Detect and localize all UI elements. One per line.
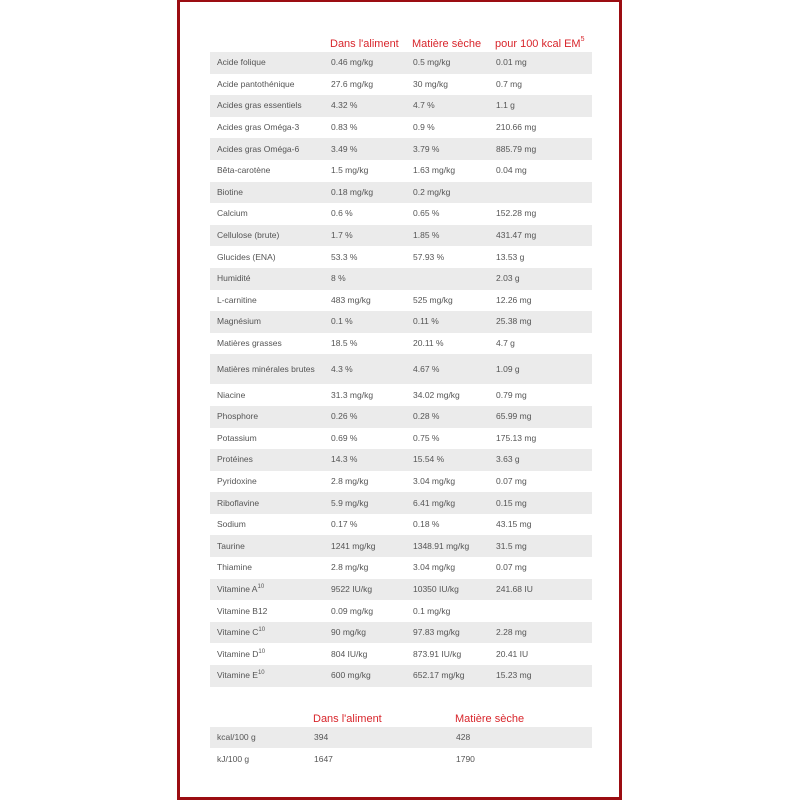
value-per-100-kcal	[489, 74, 592, 96]
value-food	[324, 535, 406, 557]
value-food-text: 0.83 %	[331, 122, 358, 133]
nutrient-name	[210, 246, 324, 268]
value-dry-matter	[406, 428, 489, 450]
value-per-100-kcal-text: 4.7 g	[496, 338, 515, 349]
value-dry-matter	[406, 535, 489, 557]
nutrient-name	[210, 182, 324, 204]
value-food	[324, 492, 406, 514]
value-dry-matter-text: 0.18 %	[413, 519, 440, 530]
nutrient-name-text: Glucides (ENA)	[217, 251, 276, 262]
nutrient-name-text: Taurine	[217, 540, 245, 551]
value-food	[324, 117, 406, 139]
value-per-100-kcal	[489, 384, 592, 406]
value-per-100-kcal	[489, 225, 592, 247]
nutrient-name	[210, 311, 324, 333]
value-dry-matter-text: 30 mg/kg	[413, 78, 448, 89]
value-dry-matter-text: 1.85 %	[413, 230, 440, 241]
value-food-text: 0.46 mg/kg	[331, 57, 374, 68]
value-dry-matter	[406, 471, 489, 493]
table-row	[210, 600, 592, 622]
value-food	[324, 449, 406, 471]
nutrient-name-text: Bêta-carotène	[217, 165, 271, 176]
value-dry-matter-text: 0.65 %	[413, 208, 440, 219]
value-dry-matter-text: 525 mg/kg	[413, 294, 453, 305]
value-per-100-kcal-text: 12.26 mg	[496, 294, 532, 305]
nutrient-name	[210, 643, 324, 665]
value-per-100-kcal	[489, 535, 592, 557]
value-dry-matter-text: 0.11 %	[413, 316, 439, 327]
value-per-100-kcal-text: 1.09 g	[496, 363, 520, 374]
footnote-marker: 10	[258, 627, 266, 634]
value-per-100-kcal	[489, 95, 592, 117]
value-food	[324, 182, 406, 204]
value-food-text: 0.18 mg/kg	[331, 186, 374, 197]
table-row	[210, 138, 592, 160]
nutrient-name	[210, 557, 324, 579]
table-row	[210, 52, 592, 74]
value-per-100-kcal-text: 0.01 mg	[496, 57, 527, 68]
table-row	[210, 95, 592, 117]
value-dry-matter	[406, 117, 489, 139]
value-dry-matter	[406, 333, 489, 355]
value-dry-matter	[406, 225, 489, 247]
energy-food	[307, 727, 449, 749]
value-dry-matter-text: 1.63 mg/kg	[413, 165, 456, 176]
value-food	[324, 665, 406, 687]
table-row	[210, 406, 592, 428]
value-per-100-kcal-text: 3.63 g	[496, 454, 520, 465]
value-dry-matter-text: 873.91 IU/kg	[413, 648, 462, 659]
value-per-100-kcal-text: 15.23 mg	[496, 670, 532, 681]
value-food	[324, 290, 406, 312]
energy-dry-matter	[449, 748, 592, 770]
value-per-100-kcal-text: 31.5 mg	[496, 540, 527, 551]
nutrient-name-text: Niacine	[217, 389, 246, 400]
nutrient-name-text: L-carnitine	[217, 294, 257, 305]
nutrient-table	[210, 30, 592, 687]
value-dry-matter-text: 20.11 %	[413, 338, 444, 349]
nutrient-name-text: Sodium	[217, 519, 246, 530]
value-dry-matter-text: 3.04 mg/kg	[413, 562, 456, 573]
value-dry-matter	[406, 665, 489, 687]
nutrient-name-text: Humidité	[217, 273, 251, 284]
footnote-marker: 10	[257, 583, 265, 590]
energy-header-food: Dans l'aliment	[313, 712, 382, 725]
value-per-100-kcal-text: 152.28 mg	[496, 208, 537, 219]
value-dry-matter-text: 0.75 %	[413, 432, 440, 443]
content-panel	[177, 0, 622, 800]
value-per-100-kcal-text: 175.13 mg	[496, 432, 537, 443]
value-per-100-kcal	[489, 471, 592, 493]
nutrient-name	[210, 384, 324, 406]
value-per-100-kcal	[489, 428, 592, 450]
value-food-text: 31.3 mg/kg	[331, 389, 374, 400]
table-row	[210, 727, 592, 749]
table-row	[210, 290, 592, 312]
value-food-text: 0.69 %	[331, 432, 358, 443]
nutrient-name	[210, 514, 324, 536]
value-per-100-kcal	[489, 557, 592, 579]
value-food-text: 1.7 %	[331, 230, 353, 241]
table-row	[210, 449, 592, 471]
nutrient-name	[210, 600, 324, 622]
energy-table-header	[210, 705, 592, 727]
value-per-100-kcal	[489, 333, 592, 355]
value-dry-matter	[406, 138, 489, 160]
value-dry-matter	[406, 492, 489, 514]
value-food-text: 5.9 mg/kg	[331, 497, 369, 508]
value-food-text: 0.26 %	[331, 411, 358, 422]
header-food: Dans l'aliment	[330, 38, 399, 50]
table-row	[210, 268, 592, 290]
nutrient-table-body	[210, 52, 592, 687]
nutrient-name	[210, 52, 324, 74]
nutrient-name	[210, 354, 324, 384]
value-dry-matter-text: 0.9 %	[413, 122, 435, 133]
nutrient-name-text: Acides gras Oméga-3	[217, 122, 300, 133]
nutrient-table-header	[210, 30, 592, 52]
table-row	[210, 354, 592, 384]
value-per-100-kcal-text: 431.47 mg	[496, 230, 537, 241]
value-per-100-kcal-text: 43.15 mg	[496, 519, 532, 530]
table-row	[210, 160, 592, 182]
value-food-text: 483 mg/kg	[331, 294, 371, 305]
energy-unit	[210, 727, 307, 749]
value-dry-matter	[406, 160, 489, 182]
value-food	[324, 203, 406, 225]
value-food-text: 0.1 %	[331, 316, 353, 327]
value-per-100-kcal	[489, 354, 592, 384]
nutrient-name	[210, 449, 324, 471]
header-spacer	[210, 30, 324, 52]
value-food	[324, 406, 406, 428]
value-per-100-kcal	[489, 643, 592, 665]
nutrient-name	[210, 333, 324, 355]
value-food-text: 90 mg/kg	[331, 627, 366, 638]
value-food	[324, 579, 406, 601]
energy-food	[307, 748, 449, 770]
value-per-100-kcal-text: 0.04 mg	[496, 165, 527, 176]
value-dry-matter-text: 3.79 %	[413, 143, 440, 154]
value-food-text: 1241 mg/kg	[331, 540, 376, 551]
value-food	[324, 225, 406, 247]
nutrient-name-text: Phosphore	[217, 411, 259, 422]
value-per-100-kcal-text: 25.38 mg	[496, 316, 532, 327]
table-row	[210, 514, 592, 536]
value-dry-matter-text: 57.93 %	[413, 251, 445, 262]
nutrient-name	[210, 622, 324, 644]
table-row	[210, 384, 592, 406]
value-per-100-kcal-text: 0.7 mg	[496, 78, 522, 89]
value-per-100-kcal-text: 65.99 mg	[496, 411, 532, 422]
value-per-100-kcal-text: 241.68 IU	[496, 583, 533, 594]
value-per-100-kcal-text: 210.66 mg	[496, 122, 537, 133]
nutrient-name-text: Vitamine D	[217, 648, 259, 659]
value-per-100-kcal	[489, 246, 592, 268]
table-row	[210, 74, 592, 96]
nutrient-name	[210, 492, 324, 514]
nutrient-name	[210, 203, 324, 225]
energy-unit-text: kcal/100 g	[217, 731, 256, 742]
nutrient-name-text: Matières minérales brutes	[217, 363, 315, 374]
nutrient-name-text: Protéines	[217, 454, 253, 465]
value-food	[324, 557, 406, 579]
footnote-marker: 10	[257, 670, 265, 677]
value-dry-matter	[406, 600, 489, 622]
value-food	[324, 514, 406, 536]
table-row	[210, 492, 592, 514]
value-per-100-kcal	[489, 268, 592, 290]
nutrient-name-text: Acides gras essentiels	[217, 100, 302, 111]
energy-unit	[210, 748, 307, 770]
value-per-100-kcal-text: 20.41 IU	[496, 648, 529, 659]
value-food	[324, 268, 406, 290]
energy-dry-matter	[449, 727, 592, 749]
value-food	[324, 52, 406, 74]
table-row	[210, 471, 592, 493]
value-dry-matter-text: 0.1 mg/kg	[413, 605, 451, 616]
value-dry-matter	[406, 290, 489, 312]
value-dry-matter-text: 6.41 mg/kg	[413, 497, 456, 508]
value-per-100-kcal	[489, 449, 592, 471]
value-dry-matter-text: 10350 IU/kg	[413, 583, 459, 594]
value-food-text: 0.6 %	[331, 208, 353, 219]
nutrient-name-text: Acide folique	[217, 57, 266, 68]
value-per-100-kcal	[489, 311, 592, 333]
header-dry-matter: Matière sèche	[412, 38, 482, 50]
energy-header-dry-matter: Matière sèche	[455, 712, 525, 725]
value-dry-matter-text: 4.7 %	[413, 100, 435, 111]
value-food	[324, 643, 406, 665]
value-dry-matter-text: 0.2 mg/kg	[413, 186, 451, 197]
nutrient-name	[210, 225, 324, 247]
value-dry-matter	[406, 406, 489, 428]
energy-food-text: 1647	[314, 753, 333, 764]
value-food	[324, 471, 406, 493]
energy-header-spacer	[210, 705, 307, 727]
energy-dry-matter-text: 1790	[456, 753, 475, 764]
table-row	[210, 117, 592, 139]
value-dry-matter	[406, 52, 489, 74]
nutrient-name	[210, 117, 324, 139]
nutrient-name-text: Acide pantothénique	[217, 78, 295, 89]
value-dry-matter-text: 15.54 %	[413, 454, 445, 465]
value-per-100-kcal-text: 0.79 mg	[496, 389, 527, 400]
table-row	[210, 428, 592, 450]
value-dry-matter	[406, 311, 489, 333]
value-dry-matter-text: 3.04 mg/kg	[413, 475, 456, 486]
value-food	[324, 600, 406, 622]
value-per-100-kcal	[489, 665, 592, 687]
value-dry-matter	[406, 246, 489, 268]
value-food-text: 3.49 %	[331, 143, 358, 154]
header-per-100-kcal-label: pour 100 kcal EM	[495, 38, 581, 50]
nutrient-name	[210, 160, 324, 182]
value-per-100-kcal	[489, 117, 592, 139]
value-food-text: 8 %	[331, 273, 346, 284]
footnote-marker: 10	[258, 648, 266, 655]
table-row	[210, 579, 592, 601]
nutrient-name	[210, 535, 324, 557]
nutrient-name-text: Riboflavine	[217, 497, 260, 508]
value-food-text: 2.8 mg/kg	[331, 562, 369, 573]
nutrient-name-text: Potassium	[217, 432, 257, 443]
table-row	[210, 203, 592, 225]
value-food-text: 4.3 %	[331, 363, 353, 374]
nutrient-name	[210, 406, 324, 428]
value-per-100-kcal	[489, 52, 592, 74]
nutrient-name	[210, 290, 324, 312]
value-food	[324, 246, 406, 268]
value-per-100-kcal	[489, 406, 592, 428]
nutrient-name	[210, 138, 324, 160]
table-row	[210, 535, 592, 557]
nutrient-name-text: Calcium	[217, 208, 248, 219]
value-food	[324, 311, 406, 333]
value-per-100-kcal-text: 2.03 g	[496, 273, 520, 284]
value-dry-matter	[406, 182, 489, 204]
table-row	[210, 246, 592, 268]
value-food-text: 600 mg/kg	[331, 670, 371, 681]
value-food	[324, 74, 406, 96]
nutrient-name-text: Acides gras Oméga-6	[217, 143, 300, 154]
value-dry-matter	[406, 579, 489, 601]
header-footnote: 5	[580, 36, 585, 43]
value-food	[324, 354, 406, 384]
value-dry-matter	[406, 74, 489, 96]
nutrient-name-text: Pyridoxine	[217, 475, 257, 486]
value-food-text: 53.3 %	[331, 251, 358, 262]
table-row	[210, 643, 592, 665]
value-per-100-kcal-text: 0.15 mg	[496, 497, 527, 508]
value-dry-matter	[406, 384, 489, 406]
value-food-text: 4.32 %	[331, 100, 358, 111]
value-food-text: 14.3 %	[331, 454, 358, 465]
value-dry-matter	[406, 514, 489, 536]
value-food-text: 0.17 %	[331, 519, 358, 530]
nutrient-name-text: Vitamine B12	[217, 605, 268, 616]
value-per-100-kcal-text: 885.79 mg	[496, 143, 537, 154]
value-food-text: 2.8 mg/kg	[331, 475, 369, 486]
value-dry-matter-text: 0.28 %	[413, 411, 440, 422]
value-food-text: 27.6 mg/kg	[331, 78, 374, 89]
value-food	[324, 384, 406, 406]
value-dry-matter-text: 34.02 mg/kg	[413, 389, 460, 400]
value-per-100-kcal	[489, 579, 592, 601]
value-per-100-kcal	[489, 622, 592, 644]
nutrient-name	[210, 74, 324, 96]
nutrient-name	[210, 579, 324, 601]
value-food-text: 1.5 mg/kg	[331, 165, 369, 176]
energy-food-text: 394	[314, 731, 329, 742]
value-dry-matter	[406, 354, 489, 384]
nutrient-name-text: Thiamine	[217, 562, 252, 573]
energy-table	[210, 705, 592, 770]
table-row	[210, 225, 592, 247]
value-food	[324, 138, 406, 160]
value-food-text: 18.5 %	[331, 338, 358, 349]
value-dry-matter	[406, 268, 489, 290]
value-per-100-kcal	[489, 514, 592, 536]
table-row	[210, 311, 592, 333]
value-per-100-kcal-text: 2.28 mg	[496, 627, 527, 638]
table-row	[210, 748, 592, 770]
value-dry-matter	[406, 557, 489, 579]
value-dry-matter-text: 4.67 %	[413, 363, 440, 374]
nutrient-name-text: Magnésium	[217, 316, 261, 327]
value-dry-matter-text: 652.17 mg/kg	[413, 670, 465, 681]
nutrient-name-text: Vitamine E	[217, 670, 258, 681]
nutrient-name	[210, 665, 324, 687]
value-per-100-kcal	[489, 160, 592, 182]
table-row	[210, 333, 592, 355]
value-dry-matter-text: 97.83 mg/kg	[413, 627, 460, 638]
value-per-100-kcal	[489, 138, 592, 160]
nutrient-name	[210, 95, 324, 117]
nutrient-name-text: Biotine	[217, 186, 243, 197]
nutrient-name-text: Cellulose (brute)	[217, 230, 280, 241]
table-row	[210, 182, 592, 204]
value-per-100-kcal	[489, 492, 592, 514]
value-food-text: 9522 IU/kg	[331, 583, 373, 594]
energy-unit-text: kJ/100 g	[217, 753, 250, 764]
value-dry-matter	[406, 203, 489, 225]
energy-table-body	[210, 727, 592, 770]
value-food	[324, 622, 406, 644]
nutrient-name-text: Vitamine C	[217, 627, 259, 638]
nutrient-name-text: Vitamine A	[217, 583, 258, 594]
value-dry-matter-text: 0.5 mg/kg	[413, 57, 451, 68]
value-per-100-kcal	[489, 600, 592, 622]
value-dry-matter-text: 1348.91 mg/kg	[413, 540, 470, 551]
value-dry-matter	[406, 622, 489, 644]
table-row	[210, 665, 592, 687]
value-food	[324, 333, 406, 355]
value-per-100-kcal-text: 1.1 g	[496, 100, 515, 111]
value-per-100-kcal	[489, 203, 592, 225]
table-row	[210, 557, 592, 579]
nutrient-name	[210, 471, 324, 493]
value-food-text: 0.09 mg/kg	[331, 605, 374, 616]
nutrient-name	[210, 428, 324, 450]
value-per-100-kcal	[489, 290, 592, 312]
table-row	[210, 622, 592, 644]
nutrient-name-text: Matières grasses	[217, 338, 282, 349]
value-per-100-kcal-text: 13.53 g	[496, 251, 525, 262]
value-per-100-kcal-text: 0.07 mg	[496, 475, 527, 486]
value-dry-matter	[406, 643, 489, 665]
value-dry-matter	[406, 95, 489, 117]
value-per-100-kcal	[489, 182, 592, 204]
value-food	[324, 160, 406, 182]
nutrient-name	[210, 268, 324, 290]
value-food-text: 804 IU/kg	[331, 648, 368, 659]
value-food	[324, 95, 406, 117]
value-food	[324, 428, 406, 450]
value-dry-matter	[406, 449, 489, 471]
value-per-100-kcal-text: 0.07 mg	[496, 562, 527, 573]
energy-dry-matter-text: 428	[456, 731, 471, 742]
header-per-100-kcal	[489, 30, 592, 52]
